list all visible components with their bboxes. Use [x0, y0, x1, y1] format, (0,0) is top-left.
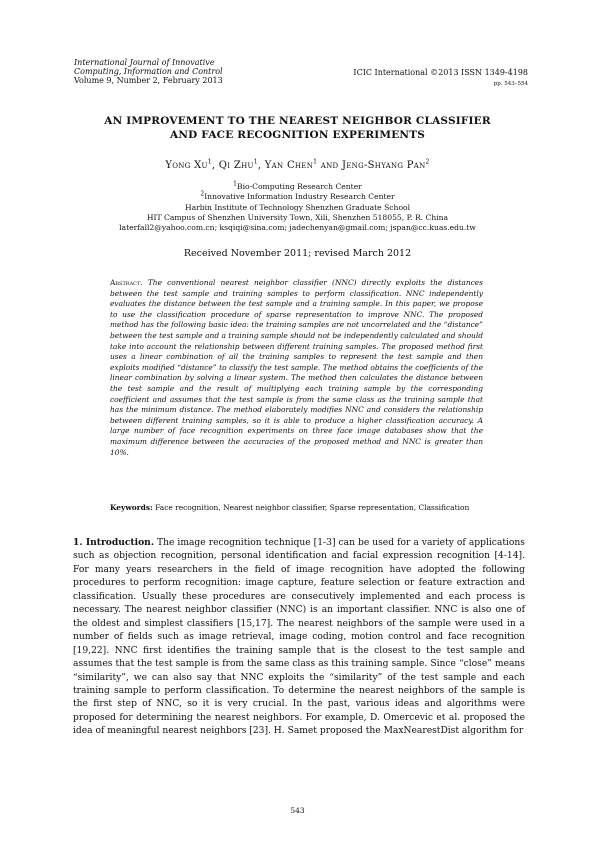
journal-name-line1: International Journal of Innovative	[74, 58, 215, 67]
keywords-label: Keywords:	[110, 503, 153, 512]
author-list: Yong Xu$^1$, Qi Zhu$^1$, Yan Chen$^1$ and Jeng-Shyang Pan$^2$	[165, 158, 430, 171]
author-emails: laterfall2@yahoo.com.cn; ksqiqi@sina.com; jadechenyan@gmail.com; jspan@cc.kuas.edu.tw	[119, 223, 476, 233]
author-name: Jeng-Shyang Pan	[341, 160, 426, 171]
issn: ICIC International ©2013 ISSN 1349-4198	[353, 68, 528, 77]
title-line1: AN IMPROVEMENT TO THE NEAREST NEIGHBOR CLASSIFIER	[104, 115, 491, 127]
journal-name-line2: Computing, Information and Control	[74, 67, 223, 76]
keywords-text: Face recognition, Nearest neighbor classifier, Sparse representation, Classification	[155, 503, 470, 512]
affiliation-text: Innovative Information Industry Research Center	[204, 192, 395, 202]
author-conjunction: and	[320, 160, 339, 171]
received-date: Received November 2011; revised March 2012	[183, 248, 412, 259]
abstract-text: The conventional nearest neighbor classifier (NNC) directly exploits the distances between the test sample and training samples to perform classification. NNC independently evaluates the distance between the test sample and a training sample. In this paper, we propose to use the classification procedure of sparse representation to improve NNC. The proposed method has the following basic idea: the training samples are not uncorrelated and the “distance” between the test sample and a training sample should not be independently calculated and should take into account the relationship between different training samples. The proposed method first uses a linear combination of all the training samples to represent the test sample and then exploits modified “distance” to classify the test sample. The method obtains the coefficients of the linear combination by solving a linear system. The method then calculates the distance between the test sample and the result of multiplying each training sample by the corresponding coefficient and assumes that the test sample is from the same class as the training sample that has the minimum distance. The method elaborately modifies NNC and considers the relationship between different training samples, so it is able to produce a higher classification accuracy. A large number of face recognition experiments on three face image databases show that the maximum difference between the accuracies of the proposed method and NNC is greater than 10%.	[110, 278, 483, 457]
affiliation-sup: 1	[233, 180, 237, 188]
volume-line: Volume 9, Number 2, February 2013	[74, 76, 223, 85]
affiliation-line	[60, 182, 535, 192]
author-sup: 1	[253, 158, 258, 166]
section-body: The image recognition technique [1-3] can be used for a variety of applications such as objection recognition, personal identification and facial expression recognition [4-14]. For many years researchers in the field of image recognition have adopted the following procedures to perform recognition: image capture, feature selection or feature extraction and classification. Usually these procedures are consecutively implemented and each process is necessary. The nearest neighbor classifier (NNC) is an important classifier. NNC is also one of the oldest and simplest classifiers [15,17]. The nearest neighbors of the sample were used in a number of fields such as image retrieval, image coding, motion control and face recognition [19,22]. NNC first identifies the training sample that is the closest to the test sample and assumes that the test sample is from the same class as this training sample. Since “close” means “similarity”, we can also say that NNC exploits the “similarity” of the test sample and each training sample to perform classification. To determine the nearest neighbors of the sample is the first step of NNC, so it is very crucial. In the past, various ideas and algorithms were proposed for determining the nearest neighbors. For example, D. Omercevic et al. proposed the idea of meaningful nearest neighbors [23]. H. Samet proposed the MaxNearestDist algorithm for	[73, 538, 525, 737]
section-heading: 1. Introduction.	[73, 537, 154, 548]
keywords	[110, 503, 483, 514]
abstract	[110, 278, 483, 458]
page-range: pp. 543–554	[493, 81, 528, 87]
author-sup: 1	[313, 158, 318, 166]
affiliation-line	[60, 192, 535, 202]
introduction-section	[73, 536, 525, 739]
author-name: Yan Chen	[264, 160, 314, 171]
author-name: Qi Zhu	[218, 160, 254, 171]
affiliation-line: Harbin Institute of Technology Shenzhen Graduate School	[184, 202, 411, 212]
paper-title	[60, 114, 535, 142]
title-line2: AND FACE RECOGNITION EXPERIMENTS	[169, 129, 426, 141]
affiliation-line: HIT Campus of Shenzhen University Town, Xili, Shenzhen 518055, P. R. China	[146, 212, 449, 222]
affiliations	[60, 182, 535, 233]
journal-info	[74, 58, 223, 85]
author-name: Yong Xu	[165, 160, 208, 171]
page-number: 543	[290, 806, 305, 815]
affiliation-sup: 2	[200, 190, 205, 198]
author-sup: 2	[425, 158, 430, 166]
affiliation-text: Bio-Computing Research Center	[237, 182, 362, 191]
issn-info	[353, 68, 528, 89]
author-sup: 1	[207, 158, 212, 166]
abstract-heading: Abstract.	[110, 278, 143, 287]
